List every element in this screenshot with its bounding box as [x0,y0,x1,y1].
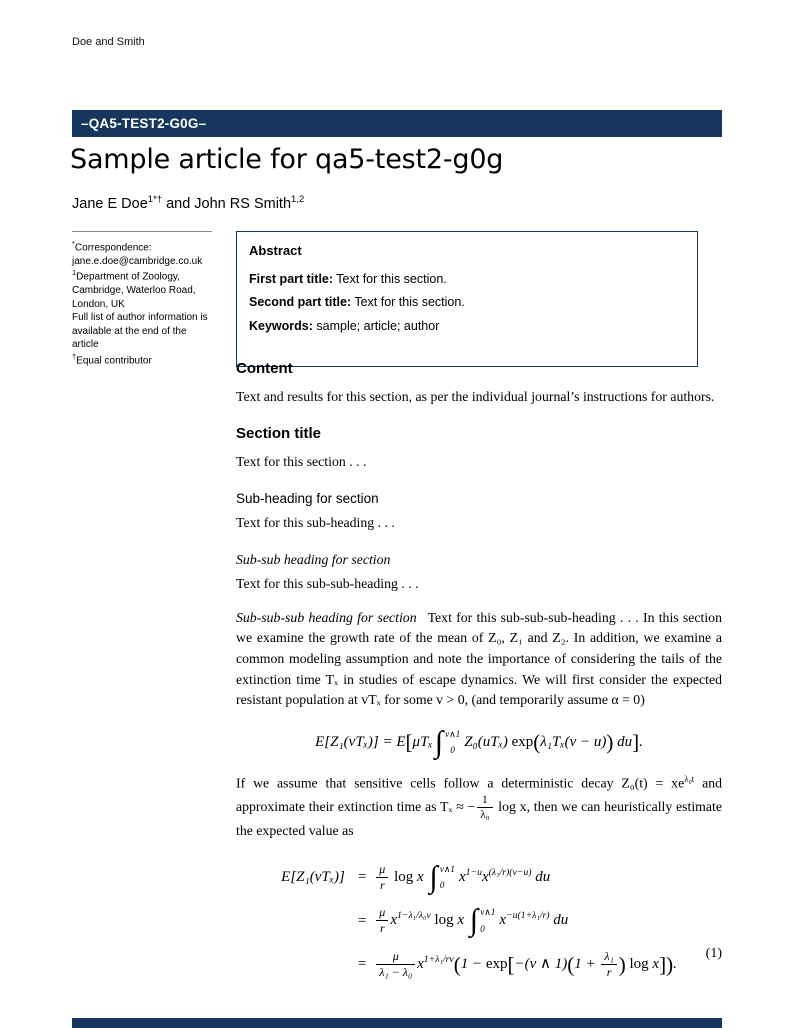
integral-icon: ∫ [469,903,479,938]
decay-paragraph: If we assume that sensitive cells follow a deterministic decay $Z_0(t) = xe^{\lambda_0t}$ and approximate their extinction time as Tₓ ≈ − $\frac{1}{\text{λ₀}}$ log x, then we can heuristically estimate the expected value as [236,773,722,839]
fraction-numerator: μ [376,863,388,878]
main-content [236,358,722,986]
section-heading: Section title [236,425,322,443]
integral-lower-limit: 0 [450,745,455,756]
integral [429,859,455,894]
fraction [601,950,616,979]
author-1-name: Jane E Doe [72,195,148,212]
fraction [376,863,388,892]
equation-3-relation: = [357,955,367,972]
page-footer-bar [72,1018,722,1028]
affiliation-marker: 1 [72,268,77,278]
fraction [376,906,388,935]
superscript: 1+λ₁/rv [423,953,454,965]
fraction-numerator: λ₁ [601,950,616,965]
big-delimiter: ( [533,730,541,755]
author-2-affiliation-marker: 1,2 [291,194,305,205]
section-paragraph: Text for this section . . . [236,453,367,469]
running-head: Doe and Smith [72,36,145,48]
abstract-first-label: First part title: [249,271,334,286]
roman-operator: log [629,955,649,972]
subsub-heading: Sub-sub heading for section [236,552,391,568]
equal-contributor-text: Equal contributor [76,354,152,366]
integral-limits [443,728,460,757]
fraction-denominator: r [606,964,612,979]
integral-upper-limit: v∧1 [439,863,455,874]
affiliation-text: Department of Zoology, Cambridge, Waterloo Road, London, UK [72,271,196,310]
big-delimiter: ) [606,730,614,755]
integral-limits [478,906,495,935]
page-title: Sample article for qa5-test2-g0g [70,144,504,175]
abstract-second-label: Second part title: [249,295,352,310]
abstract-keywords-text: sample; article; author [312,319,440,334]
abstract-row-keywords [249,318,685,335]
integral-lower-limit: 0 [480,923,485,934]
authors-connector: and [162,195,195,212]
article-id-banner: –QA5-TEST2-G0G– [72,110,722,137]
superscript: (λ₁/r)(v−u) [488,867,532,878]
fraction-denominator: λ₀ [480,809,490,822]
abstract-row-second [249,294,685,311]
abstract-keywords-label: Keywords: [249,319,313,334]
integral-icon: ∫ [434,724,444,759]
integral-limits [438,863,455,892]
roman-operator: exp [485,955,508,972]
sub-heading: Sub-heading for section [236,491,379,507]
content-paragraph: Text and results for this section, as per the individual journal’s instructions for authors. [236,388,715,404]
fraction-numerator: μ [376,906,388,921]
fraction-numerator: 1 [477,794,492,808]
equation-2-rhs: $\frac{\mu}{r}$ $x^{1-\lambda_1/\lambda_0v}$ log x ∫ v∧1 0 $x^{-u(1+\lambda_1/r)}$ du [374,899,677,942]
big-delimiter: ] [632,730,640,755]
fraction [376,950,415,979]
correspondence-email: jane.e.doe@cambridge.co.uk [72,255,203,267]
aligned-equations [236,856,722,986]
integral-lower-limit: 0 [439,880,445,891]
subsub-paragraph: Text for this sub-sub-heading . . . [236,576,419,591]
abstract-first-text: Text for this section. [333,271,447,286]
fraction-denominator: λ₁ − λ₀ [379,964,413,979]
content-heading: Content [236,360,293,377]
equation-2-lhs [281,899,350,942]
abstract-heading: Abstract [249,243,302,258]
big-delimiter: [ [507,951,515,976]
superscript: λ₀t [684,773,695,784]
subsubsub-paragraph: Sub-sub-sub heading for section Text for this sub-sub-sub-heading . . . In this section we examine the growth rate of the mean of Z₀, Z₁ and Z₂. In addition, we examine a common modeling assumption and note the importance of considering the tails of the extinction time Tₓ in studies of escape dynamics. We will first consider the expected resistant population at vTₓ for some v > 0, (and temporarily assume α = 0) [236,609,722,708]
header-columns [72,231,722,367]
fraction-numerator: μ [376,950,415,965]
equation-row-1 [281,856,677,899]
authors-line [72,194,722,212]
integral-icon: ∫ [429,859,438,894]
author-info-note: Full list of author information is available at the end of the article [72,312,208,351]
superscript: −u(1+λ₁/r) [506,910,550,922]
equation-table [281,856,677,986]
equation-2-relation: = [357,912,367,929]
equation-1-lhs: E[Z₁(vTₓ)] [281,869,345,886]
fraction-denominator: r [379,878,385,893]
integral [434,724,461,759]
equation-row-2 [281,899,677,942]
equal-contributor-marker: † [72,351,77,361]
equal-contributor-line [72,352,212,368]
run-in-heading: Sub-sub-sub heading for section [236,609,417,625]
correspondence-marker: * [72,239,75,248]
equation-1-relation: = [357,869,367,886]
roman-operator: log [394,869,414,885]
big-delimiter: ( [453,951,461,976]
integral-upper-limit: v∧1 [445,728,461,739]
correspondence-line [72,239,212,255]
equation-number: (1) [705,946,722,961]
equation-3-rhs: $\frac{\mu}{\text{λ₁ − λ₀}}$ $x^{1+\lambda_1/rv}(1 - \exp[-(v$ ∧ 1)(1 + $\frac{\text{λ₁}}{r}$ ) log x]). [374,943,677,986]
big-delimiter: ( [567,951,575,976]
big-delimiter: ) [618,951,626,976]
superscript: 1−λ₁/λ₀v [396,910,431,922]
equation-row-3 [281,943,677,986]
sub-paragraph: Text for this sub-heading . . . [236,514,395,530]
author-2-name: John RS Smith [194,195,292,212]
fraction-denominator: r [379,921,385,936]
big-delimiter: [ [405,730,413,755]
abstract-box [236,231,698,367]
author-1-affiliation-marker: 1*† [147,194,163,205]
superscript: 1−u [465,867,482,878]
author-info-sidebar [72,231,212,367]
affiliation-line [72,268,212,311]
abstract-row-first [249,271,685,288]
roman-operator: exp [511,733,534,750]
roman-operator: log [434,912,454,929]
big-delimiter: ) [666,951,674,976]
integral [469,903,496,938]
big-delimiter: ] [659,951,667,976]
fraction [477,794,492,821]
correspondence-label: Correspondence: [74,242,152,254]
integral-upper-limit: v∧1 [480,907,496,918]
abstract-second-text: Text for this section. [351,295,465,310]
equation-1-rhs: $\frac{\mu}{r}$ log x ∫ v∧1 0 $x^{1-u}x^{(\lambda_1/r)(v-u)}$ du [374,856,677,899]
equation-3-lhs [281,943,350,986]
equation-display: E[Z₁(vTₓ)] = E[μTₓ ∫ v∧1 0 Z₀(uTₓ) exp(λ₁Tₓ(v − u)) du]. [315,724,643,759]
